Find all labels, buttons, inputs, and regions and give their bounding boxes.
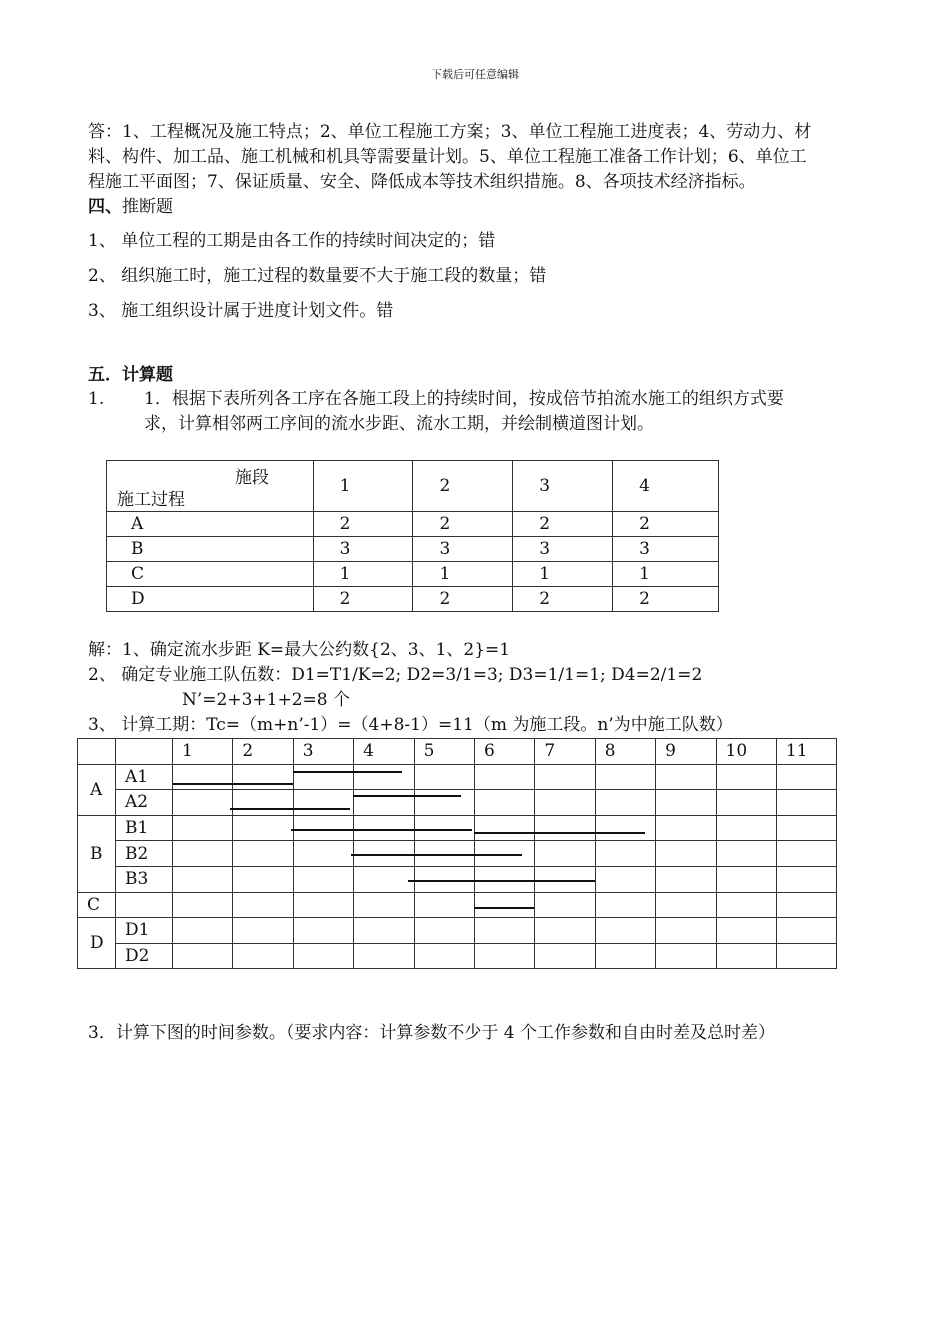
gantt-bar-c [474,907,534,909]
day-header: 6 [474,739,534,765]
answer-line-2: 料、构件、加工品、施工机械和机具等需要量计划。5、单位工程施工准备工作计划；6、单位工 [88,147,807,167]
duration-table-corner [107,461,314,512]
duration-table-header-row [107,461,719,512]
section4-title [88,195,173,219]
table-row [107,562,719,587]
corner-segment-label: 施段 [235,468,269,488]
question1-line-2: 求，计算相邻两工序间的流水步距、流水工期，并绘制横道图计划。 [144,414,654,434]
process-name: D [107,587,314,612]
day-header: 2 [233,739,293,765]
team-label: B3 [116,866,173,892]
empty-cell [116,892,173,918]
process-name: A [107,512,314,537]
table-row [107,587,719,612]
day-header: 5 [414,739,474,765]
segment-header: 1 [313,461,413,512]
gantt-bar-a1 [293,771,402,773]
gantt-row [78,943,837,969]
day-header: 4 [354,739,414,765]
empty-cell [78,739,116,765]
gantt-bar-b3 [408,880,595,882]
gantt-header-row [78,739,837,765]
team-label: B2 [116,841,173,867]
question1-line-1: 1．根据下表所列各工序在各施工段上的持续时间，按成倍节拍流水施工的组织方式要 [144,389,784,409]
section5-title: 五．计算题 [88,365,173,385]
day-header: 8 [595,739,655,765]
gantt-bar-a1 [173,783,293,785]
gantt-row [78,892,837,918]
gantt-bar-b1 [291,829,472,831]
team-label: D2 [116,943,173,969]
process-name: B [107,537,314,562]
segment-header: 2 [413,461,513,512]
duration-cell: 2 [313,587,413,612]
day-header: 3 [293,739,353,765]
day-header: 10 [716,739,776,765]
corner-process-label: 施工过程 [117,490,185,510]
gantt-row [78,918,837,944]
duration-cell: 3 [613,537,719,562]
duration-cell: 2 [313,512,413,537]
answer-line-3: 程施工平面图；7、保证质量、安全、降低成本等技术组织措施。8、各项技术经济指标。 [88,172,756,192]
duration-cell: 2 [613,587,719,612]
page-header: 下载后可任意编辑 [431,68,519,81]
process-group-label: A [78,764,116,815]
gantt-row [78,790,837,816]
question1-number: 1. [88,389,105,409]
duration-cell: 2 [413,512,513,537]
table-row [107,512,719,537]
judge-item-2: 2、 组织施工时，施工过程的数量要不大于施工段的数量；错 [88,266,547,286]
duration-cell: 1 [513,562,613,587]
solution-line-2: 2、 确定专业施工队伍数：D1=T1/K=2; D2=3/1=3; D3=1/1=1; D4=2/1=2 [88,665,703,685]
duration-cell: 2 [513,512,613,537]
solution-line-1: 解：1、确定流水步距 K=最大公约数{2、3、1、2}=1 [88,640,511,660]
table-row [107,537,719,562]
duration-cell: 2 [413,587,513,612]
gantt-bar-a2 [230,808,350,810]
gantt-bar-a2 [353,795,461,797]
team-label: A1 [116,764,173,790]
duration-cell: 2 [613,512,719,537]
duration-cell: 3 [513,537,613,562]
process-group-label: B [78,815,116,892]
gantt-row [78,764,837,790]
process-name: C [107,562,314,587]
solution-line-3: N’=2+3+1+2=8 个 [182,690,350,710]
team-label: D1 [116,918,173,944]
duration-cell: 1 [613,562,719,587]
duration-cell: 1 [413,562,513,587]
answer-line-1: 答：1、工程概况及施工特点；2、单位工程施工方案；3、单位工程施工进度表；4、劳动力、材 [88,122,812,142]
question3-text: 3．计算下图的时间参数。（要求内容：计算参数不少于 4 个工作参数和自由时差及总时差） [88,1023,775,1043]
duration-table [106,460,719,612]
solution-line-4: 3、 计算工期：Tc=（m+n’-1）=（4+8-1）=11（m 为施工段。n’为中施工队数） [88,715,733,735]
process-group-label: D [78,918,116,969]
segment-header: 4 [613,461,719,512]
gantt-bar-b1 [474,832,645,834]
gantt-bar-b2 [351,854,522,856]
day-header: 7 [535,739,595,765]
day-header: 1 [173,739,233,765]
duration-cell: 1 [313,562,413,587]
segment-header: 3 [513,461,613,512]
day-header: 9 [656,739,716,765]
section4-title-bold: 四、 [88,197,122,217]
duration-cell: 3 [313,537,413,562]
judge-item-3: 3、 施工组织设计属于进度计划文件。错 [88,301,394,321]
process-group-label: C [78,892,116,918]
duration-cell: 2 [513,587,613,612]
duration-cell: 3 [413,537,513,562]
team-label: B1 [116,815,173,841]
team-label: A2 [116,790,173,816]
empty-cell [116,739,173,765]
judge-item-1: 1、 单位工程的工期是由各工作的持续时间决定的；错 [88,231,496,251]
day-header: 11 [776,739,836,765]
section4-title-rest: 推断题 [122,197,173,217]
